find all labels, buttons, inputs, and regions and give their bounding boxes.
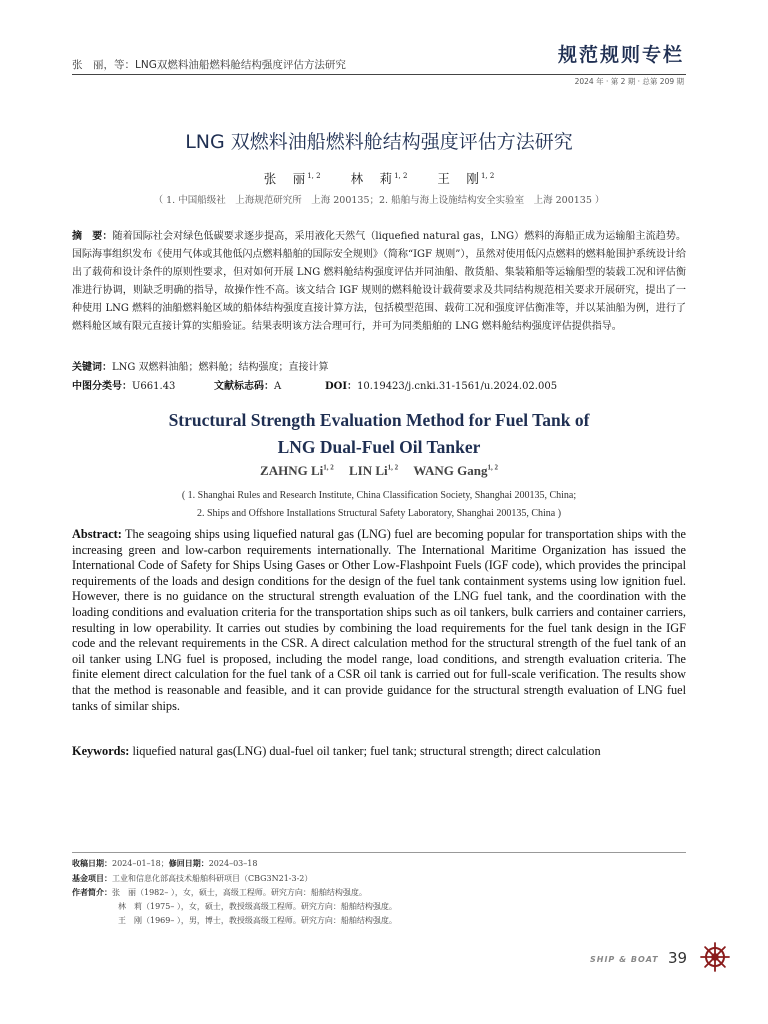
authors-chinese xyxy=(72,169,686,187)
abstract-cn-label: 摘 要： xyxy=(72,231,113,242)
affiliation-chinese: （ 1. 中国船级社 上海规范研究所 上海 200135；2. 船舶与海上设施结构安全实验室 上海 200135 ） xyxy=(153,195,605,206)
page-number: 39 xyxy=(668,949,688,967)
author-zhang-li: 张 丽$^{1, 2}$ xyxy=(263,171,321,186)
author-en-zhang: ZAHNG Li$^{1, 2}$ xyxy=(260,463,334,478)
ship-wheel-icon xyxy=(700,942,730,972)
abstract-english xyxy=(72,527,686,714)
author-lin-li: 林 莉$^{1, 2}$ xyxy=(350,171,408,186)
doi: DOI：10.19423/j.cnki.31-1561/u.2024.02.005 xyxy=(325,381,558,392)
author-en-lin: LIN Li$^{1, 2}$ xyxy=(349,463,399,478)
footnote-divider xyxy=(72,852,686,853)
title-chinese: LNG 双燃料油船燃料舱结构强度评估方法研究 xyxy=(185,131,573,153)
bio-line-3: 王 刚（1969– ），男，博士，教授级高级工程师。研究方向：船舶结构强度。 xyxy=(118,916,397,926)
abstract-en-label: Abstract: xyxy=(72,527,122,541)
fund-line: 基金项目：工业和信息化部高技术船舶科研项目（CBG3N21-3-2） xyxy=(72,872,313,883)
bio-line-1: 作者简介：张 丽（1982– ），女，硕士，高级工程师。研究方向：船舶结构强度。 xyxy=(72,887,367,898)
authors-english xyxy=(72,463,686,479)
running-title: 张 丽，等：LNG双燃料油船燃料舱结构强度评估方法研究 xyxy=(72,59,346,71)
issue-info: 2024 年 · 第 2 期 · 总第 209 期 xyxy=(574,77,684,86)
affiliation-english: ( 1. Shanghai Rules and Research Institute, China Classification Society, Shanghai 200135, China; 2. Ships and Offshore Installations Structural Safety Laboratory, Shanghai 200135, China ) xyxy=(181,490,577,519)
document-code: 文献标志码：A xyxy=(214,381,282,392)
keywords-chinese: 关键词：LNG 双燃料油船；燃料舱；结构强度；直接计算 xyxy=(72,362,329,373)
title-english: Structural Strength Evaluation Method for Fuel Tank of LNG Dual-Fuel Oil Tanker xyxy=(168,410,590,457)
dates-line: 收稿日期：2024–01–18；修回日期：2024–03–18 xyxy=(72,858,258,868)
bio-line-2: 林 莉（1975– ），女，硕士，教授级高级工程师。研究方向：船舶结构强度。 xyxy=(118,901,397,911)
footnotes xyxy=(72,856,686,929)
abstract-chinese xyxy=(72,228,686,337)
author-wang-gang: 王 刚$^{1, 2}$ xyxy=(437,171,495,186)
abstract-en-body: The seagoing ships using liquefied natural gas (LNG) fuel are becoming popular for transportation ships with the increasing green and low-carbon requirements internationally. The International Maritime Organization has issued the International Code of Safety for Ships Using Gases or Other Low-Flashpoint Fuels (IGF code), which provides the principal requirements of the loads and design conditions for the design of the fuel tank containment systems using low ignition fuel. However, there is no guidance on the structural strength evaluation of the LNG fuel tank, and the coordination with the loading conditions and evaluation criteria for the transportation ships such as oil tankers, bulk carriers and container carriers, resulting in low operability. It carries out studies by combining the load requirements for the fuel tank design in the IGF code and the relevant requirements in the CSR. A direct calculation method for the structural strength of the fuel tank of an oil tanker using LNG fuel is proposed, including the model range, load conditions, and strength evaluation criteria. The finite element direct calculation for the fuel tank of a CSR oil tank is carried out for full-scale verification. The results show that the method is reasonable and feasible, and it can provide guidance for the structural strength evaluation of LNG fuel tanks of similar ships. xyxy=(72,527,686,713)
column-title: 规范规则专栏 xyxy=(557,44,684,66)
author-en-wang: WANG Gang$^{1, 2}$ xyxy=(413,463,498,478)
clc-number: 中图分类号：U661.43 xyxy=(72,381,176,392)
journal-brand: SHIP & BOAT xyxy=(590,955,659,964)
abstract-cn-body: 随着国际社会对绿色低碳要求逐步提高，采用液化天然气（liquefied natural gas，LNG）燃料的海船正成为运输船主流趋势。国际海事组织发布《使用气体或其他低闪点燃料船舶的国际安全规则》（简称“IGF 规则”），虽然对使用低闪点燃料的燃料舱围护系统设计给出了载荷和设计条件的原则性要求，但对如何开展 LNG 燃料舱结构强度评估并同油船、散货船、集装箱船等运输船型的装载工况和评估衡准进行协调，则缺乏明确的指导，故操作性不高。该文结合 IGF 规则的燃料舱设计载荷要求及共同结构规范相关要求开展研究，提出了一种使用 LNG 燃料的油船燃料舱区域的船体结构强度直接计算方法，包括模型范围、载荷工况和强度评估衡准等，并以某油船为例，进行了燃料舱区域有限元直接计算的实船验证。结果表明该方法合理可行，并可为同类船舶的 LNG 燃料舱结构强度评估提供指导。 xyxy=(72,231,687,333)
header-divider xyxy=(72,74,686,75)
keywords-english: Keywords: liquefied natural gas(LNG) dual-fuel oil tanker; fuel tank; structural strength; direct calculation xyxy=(72,744,601,758)
